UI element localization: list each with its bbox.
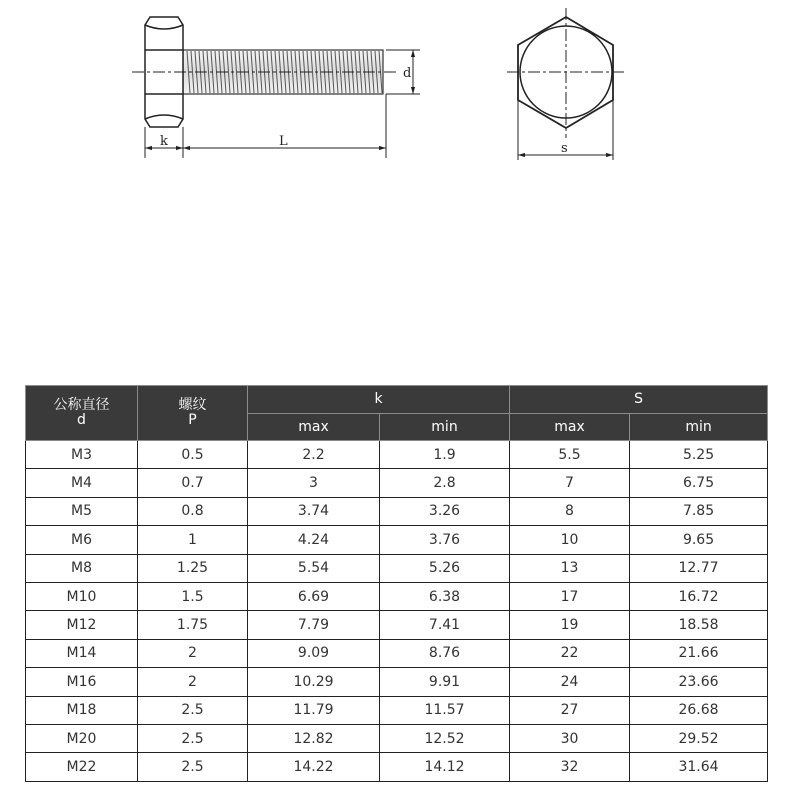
cell-s-min: 23.66 [630, 668, 768, 696]
bolt-end-view [507, 8, 624, 160]
cell-k-max: 6.69 [248, 582, 380, 610]
cell-s-max: 24 [510, 668, 630, 696]
cell-diameter: M20 [26, 724, 138, 752]
cell-k-min: 5.26 [380, 554, 510, 582]
header-diameter-cn: 公称直径 [53, 397, 110, 413]
bolt-spec-table [25, 385, 768, 782]
cell-s-min: 12.77 [630, 554, 768, 582]
table-row [26, 639, 768, 667]
cell-diameter: M8 [26, 554, 138, 582]
label-d: d [403, 66, 412, 81]
dimension-l [183, 134, 386, 149]
cell-s-min: 6.75 [630, 469, 768, 497]
cell-s-min: 9.65 [630, 526, 768, 554]
cell-diameter: M12 [26, 611, 138, 639]
cell-pitch: 2.5 [138, 753, 248, 781]
cell-s-min: 7.85 [630, 497, 768, 525]
cell-pitch: 0.8 [138, 497, 248, 525]
header-pitch-cn: 螺纹 [178, 397, 207, 413]
cell-diameter: M4 [26, 469, 138, 497]
cell-s-max: 27 [510, 696, 630, 724]
cell-pitch: 2 [138, 668, 248, 696]
table-row [26, 497, 768, 525]
cell-k-min: 11.57 [380, 696, 510, 724]
cell-k-min: 3.26 [380, 497, 510, 525]
cell-pitch: 1.5 [138, 582, 248, 610]
cell-k-max: 2.2 [248, 441, 380, 469]
cell-s-max: 7 [510, 469, 630, 497]
cell-s-max: 10 [510, 526, 630, 554]
cell-pitch: 1.75 [138, 611, 248, 639]
header-s-min: min [630, 414, 768, 441]
cell-diameter: M5 [26, 497, 138, 525]
table-row [26, 668, 768, 696]
cell-s-min: 26.68 [630, 696, 768, 724]
cell-diameter: M18 [26, 696, 138, 724]
cell-diameter: M22 [26, 753, 138, 781]
cell-s-min: 29.52 [630, 724, 768, 752]
label-k: k [160, 134, 168, 149]
table-row [26, 554, 768, 582]
cell-k-max: 3 [248, 469, 380, 497]
cell-k-max: 5.54 [248, 554, 380, 582]
cell-k-max: 10.29 [248, 668, 380, 696]
header-pitch [138, 386, 248, 441]
cell-k-min: 6.38 [380, 582, 510, 610]
cell-diameter: M16 [26, 668, 138, 696]
cell-k-min: 9.91 [380, 668, 510, 696]
table-row [26, 696, 768, 724]
cell-diameter: M6 [26, 526, 138, 554]
cell-s-max: 5.5 [510, 441, 630, 469]
cell-diameter: M10 [26, 582, 138, 610]
cell-k-max: 7.79 [248, 611, 380, 639]
cell-k-max: 12.82 [248, 724, 380, 752]
cell-s-max: 8 [510, 497, 630, 525]
header-s: S [510, 386, 768, 414]
cell-s-min: 16.72 [630, 582, 768, 610]
cell-k-min: 7.41 [380, 611, 510, 639]
cell-k-min: 14.12 [380, 753, 510, 781]
cell-pitch: 0.7 [138, 469, 248, 497]
cell-pitch: 2.5 [138, 696, 248, 724]
cell-k-max: 3.74 [248, 497, 380, 525]
cell-k-min: 1.9 [380, 441, 510, 469]
label-l: L [279, 134, 288, 149]
header-s-max: max [510, 414, 630, 441]
dimension-d [403, 50, 413, 94]
bolt-side-view [132, 17, 420, 158]
table-row [26, 441, 768, 469]
cell-k-max: 4.24 [248, 526, 380, 554]
cell-s-max: 32 [510, 753, 630, 781]
cell-s-max: 19 [510, 611, 630, 639]
cell-diameter: M14 [26, 639, 138, 667]
cell-diameter: M3 [26, 441, 138, 469]
dimension-s [518, 141, 613, 156]
label-s: s [561, 141, 568, 156]
bolt-technical-drawing [0, 0, 800, 200]
cell-pitch: 0.5 [138, 441, 248, 469]
cell-k-max: 11.79 [248, 696, 380, 724]
cell-k-min: 2.8 [380, 469, 510, 497]
cell-s-max: 17 [510, 582, 630, 610]
cell-k-min: 12.52 [380, 724, 510, 752]
cell-s-max: 22 [510, 639, 630, 667]
header-k-min: min [380, 414, 510, 441]
table-row [26, 582, 768, 610]
cell-k-max: 9.09 [248, 639, 380, 667]
cell-s-max: 13 [510, 554, 630, 582]
cell-k-min: 3.76 [380, 526, 510, 554]
table-body [26, 441, 768, 782]
header-pitch-symbol: P [188, 412, 197, 428]
cell-pitch: 2.5 [138, 724, 248, 752]
cell-s-min: 31.64 [630, 753, 768, 781]
table-row [26, 469, 768, 497]
header-diameter [26, 386, 138, 441]
table-row [26, 611, 768, 639]
cell-s-min: 5.25 [630, 441, 768, 469]
cell-k-min: 8.76 [380, 639, 510, 667]
cell-k-max: 14.22 [248, 753, 380, 781]
header-diameter-symbol: d [77, 412, 86, 428]
cell-pitch: 1 [138, 526, 248, 554]
cell-s-min: 18.58 [630, 611, 768, 639]
header-k: k [248, 386, 510, 414]
dimension-k [145, 134, 183, 149]
header-k-max: max [248, 414, 380, 441]
cell-pitch: 1.25 [138, 554, 248, 582]
table-row [26, 724, 768, 752]
cell-s-max: 30 [510, 724, 630, 752]
cell-s-min: 21.66 [630, 639, 768, 667]
table-row [26, 526, 768, 554]
cell-pitch: 2 [138, 639, 248, 667]
table-row [26, 753, 768, 781]
